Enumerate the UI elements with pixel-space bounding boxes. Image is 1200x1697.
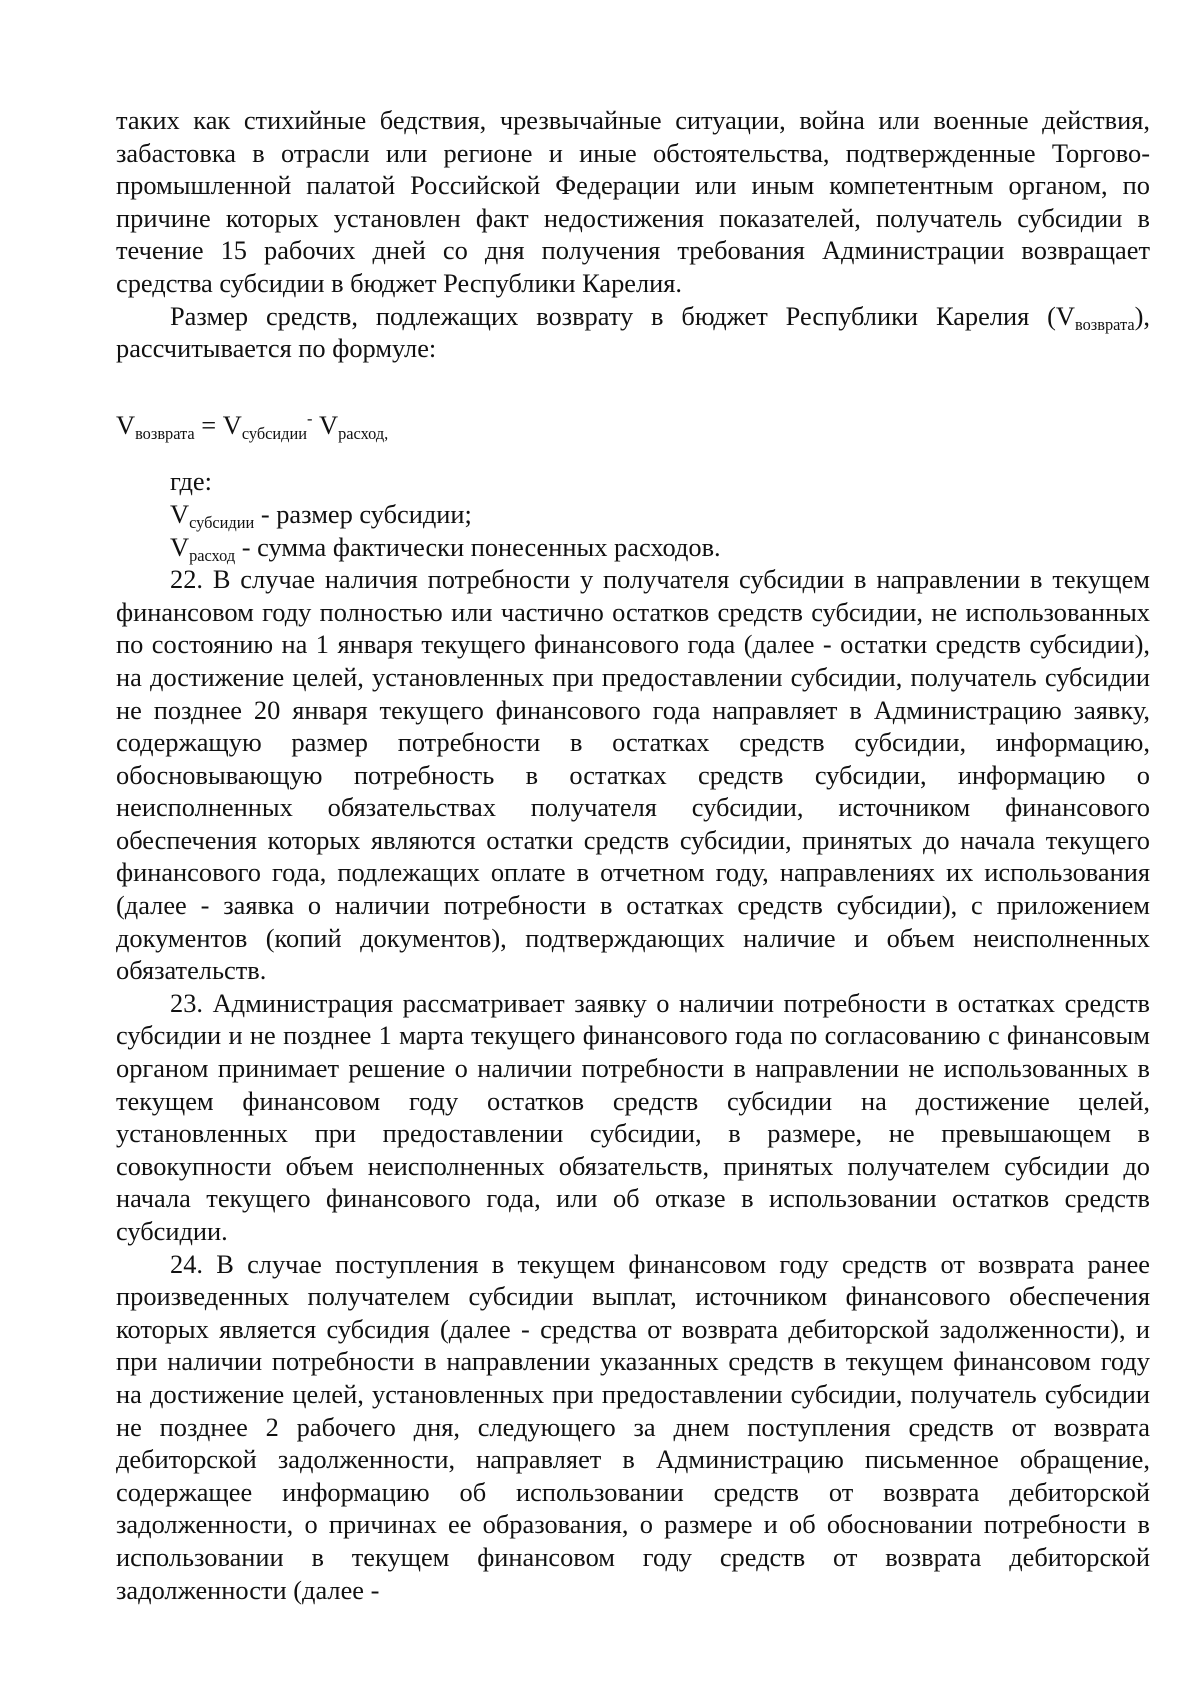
formula — [116, 409, 1150, 442]
definition-subscript: субсидии — [189, 512, 255, 532]
item-23: 23. Администрация рассматривает заявку о наличии потребности в остатках средств субсидии и не позднее 1 марта текущего финансового года по согласованию с финансовым органом принимает решение о наличии потребности в направлении не использованных в текущем финансовом году остатков средств субсидии на достижение целей, установленных при предоставлении субсидии, в размере, не превышающем в совокупности объем неисполненных обязательств, принятых получателем субсидии до начала текущего финансового года, или об отказе в использовании остатков средств субсидии. — [116, 987, 1150, 1246]
document-page — [116, 104, 1150, 1606]
paragraph-text: ), рассчитывается по формуле: — [116, 300, 1150, 364]
paragraph-force-majeure: таких как стихийные бедствия, чрезвычайные ситуации, война или военные действия, забастовка в отрасли или регионе и иные обстоятельства, подтвержденные Торгово-промышленной палатой Российской Федерации или иным компетентным органом, по причине которых установлен факт недостижения показателей, получатель субсидии в течение 15 рабочих дней со дня получения требования Администрации возвращает средства субсидии в бюджет Республики Карелия. — [116, 105, 1150, 298]
paragraph-return-amount — [116, 300, 1150, 365]
paragraph-text: Размер средств, подлежащих возврату в бюджет Республики Карелия (V — [170, 300, 1075, 331]
formula-operator: = V — [194, 409, 242, 440]
definition-expense — [116, 531, 1150, 564]
definition-subscript: расход — [189, 545, 236, 565]
definition-variable: V — [170, 498, 190, 529]
definition-text: - сумма фактически понесенных расходов. — [235, 531, 721, 562]
formula-subscript: расход, — [338, 423, 389, 443]
formula-variable: V — [116, 409, 136, 440]
where-label: где: — [170, 466, 212, 497]
item-24: 24. В случае поступления в текущем финансовом году средств от возврата ранее произведенных получателем субсидии выплат, источником финансового обеспечения которых является субсидия (далее - средства от возврата дебиторской задолженности), и при наличии потребности в направлении указанных средств в текущем финансовом году на достижение целей, установленных при предоставлении субсидии, получатель субсидии не позднее 2 рабочего дня, следующего за днем поступления средств от возврата дебиторской задолженности, направляет в Администрацию письменное обращение, содержащее информацию об использовании средств от возврата дебиторской задолженности, о причинах ее образования, о размере и об обосновании потребности в использовании в текущем финансовом году средств от возврата дебиторской задолженности (далее - — [116, 1248, 1150, 1605]
definition-subsidy — [116, 498, 1150, 531]
formula-minus: - — [307, 408, 313, 428]
item-22: 22. В случае наличия потребности у получателя субсидии в направлении в текущем финансовом году полностью или частично остатков средств субсидии, не использованных по состоянию на 1 января текущего финансового года (далее - остатки средств субсидии), на достижение целей, установленных при предоставлении субсидии, получатель субсидии не позднее 20 января текущего финансового года направляет в Администрацию заявку, содержащую размер потребности в остатках средств субсидии, информацию, обосновывающую потребность в остатках средств субсидии, информацию о неисполненных обязательствах получателя субсидии, источником финансового обеспечения которых являются остатки средств субсидии, принятых до начала текущего финансового года, подлежащих оплате в отчетном году, направлениях их использования (далее - заявка о наличии потребности в остатках средств субсидии), с приложением документов (копий документов), подтверждающих наличие и объем неисполненных обязательств. — [116, 564, 1150, 986]
definition-variable: V — [170, 531, 190, 562]
formula-subscript: возврата — [135, 423, 195, 443]
definition-text: - размер субсидии; — [254, 498, 472, 529]
formula-variable: V — [312, 409, 339, 440]
subscript: возврата — [1075, 314, 1135, 334]
formula-subscript: субсидии — [241, 423, 307, 443]
